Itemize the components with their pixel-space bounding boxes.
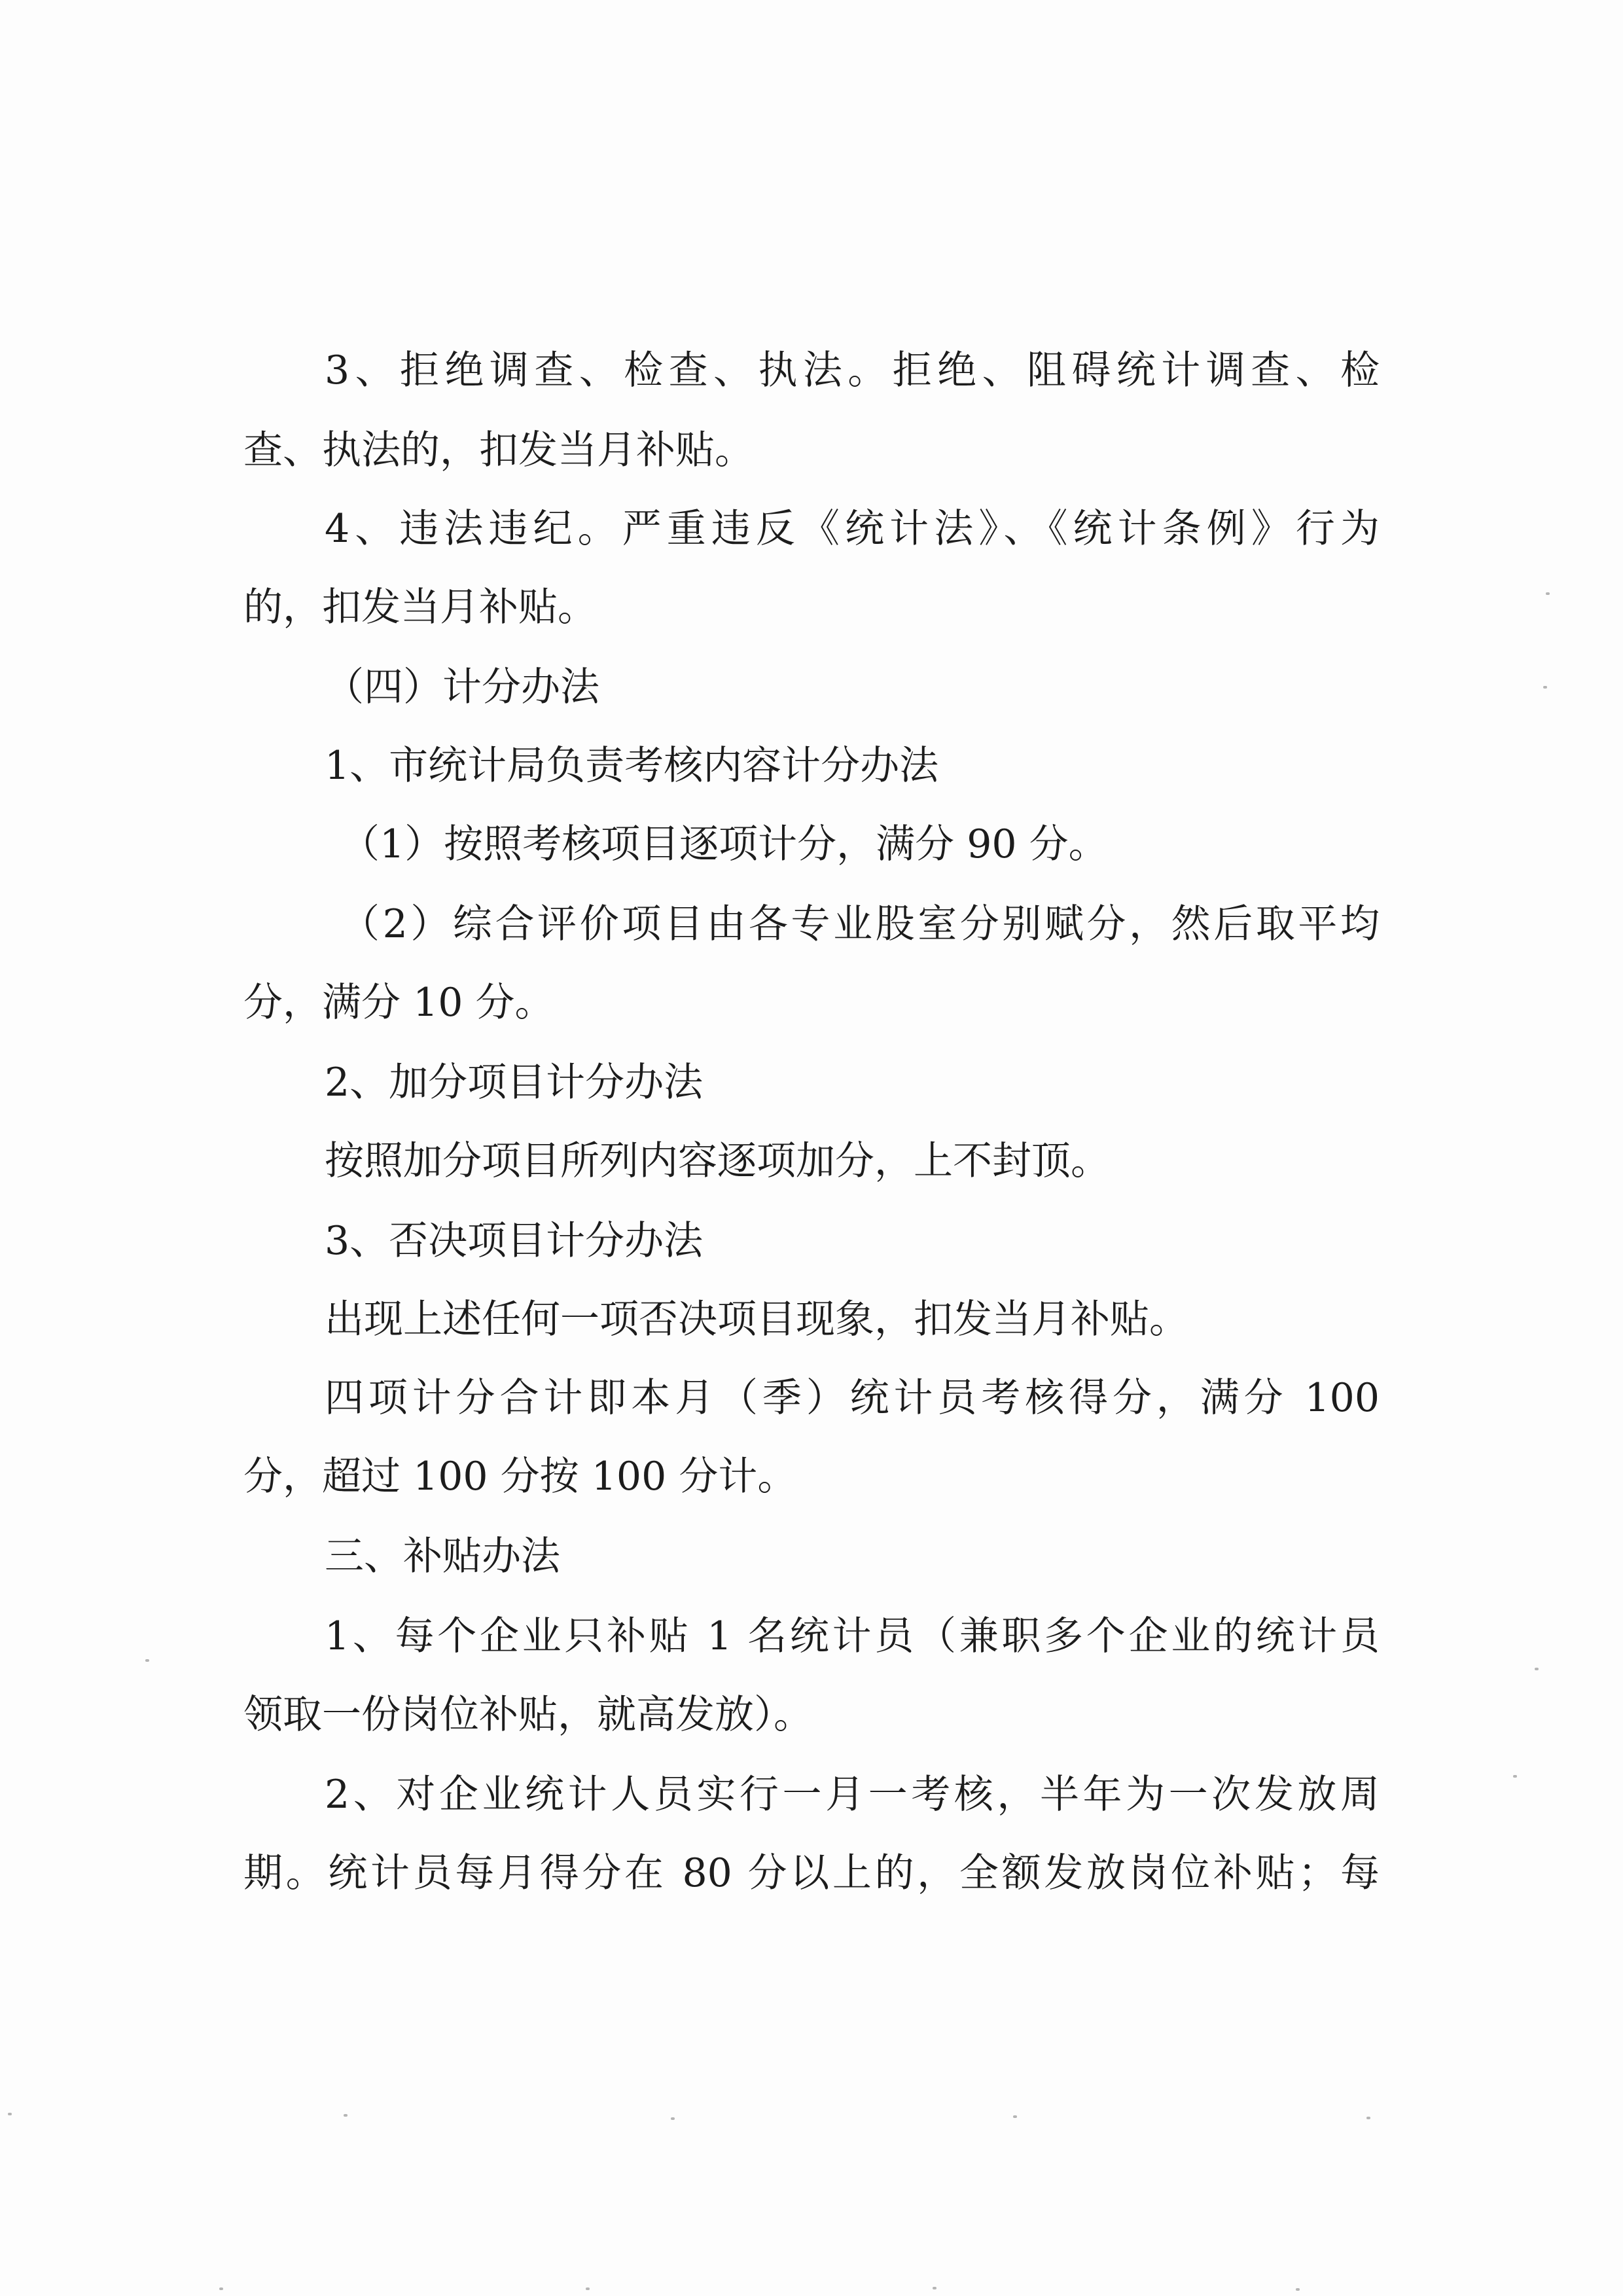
scan-speck [586, 2287, 590, 2290]
text-line: 的，扣发当月补贴。 [243, 584, 597, 630]
text-line: 查、执法的，扣发当月补贴。 [243, 427, 754, 473]
text-line: 1、每个企业只补贴 1 名统计员（兼职多个企业的统计员 [325, 1613, 1380, 1659]
text-line: 期。统计员每月得分在 80 分以上的，全额发放岗位补贴；每 [243, 1850, 1380, 1896]
scan-speck [1535, 1668, 1539, 1670]
scan-speck [145, 1659, 149, 1662]
text-line: 4、违法违纪。严重违反《统计法》、《统计条例》行为 [325, 506, 1380, 552]
scan-speck [933, 2287, 936, 2289]
scan-speck [1513, 1775, 1517, 1778]
text-line: 分，超过 100 分按 100 分计。 [243, 1454, 797, 1499]
scan-speck [1366, 2117, 1370, 2119]
text-line: 按照加分项目所列内容逐项加分，上不封顶。 [325, 1138, 1110, 1184]
scan-speck [1546, 592, 1550, 595]
scan-speck [344, 2114, 348, 2117]
text-line: （1）按照考核项目逐项计分，满分 90 分。 [340, 821, 1108, 867]
section-heading: （四）计分办法 [325, 664, 599, 710]
scan-speck [1296, 2288, 1300, 2291]
text-line: 四项计分合计即本月（季）统计员考核得分，满分 100 [325, 1375, 1380, 1421]
scan-speck [1543, 686, 1547, 689]
scan-speck [1013, 2115, 1017, 2118]
text-line: 2、加分项目计分办法 [325, 1060, 704, 1105]
text-line: 出现上述任何一项否决项目现象，扣发当月补贴。 [325, 1297, 1188, 1342]
text-line: 2、对企业统计人员实行一月一考核，半年为一次发放周 [325, 1772, 1380, 1818]
text-line: 领取一份岗位补贴，就高发放）。 [243, 1692, 813, 1738]
text-line: 3、拒绝调查、检查、执法。拒绝、阻碍统计调查、检 [325, 348, 1380, 393]
section-heading: 三、补贴办法 [325, 1534, 560, 1579]
scan-speck [219, 2287, 223, 2290]
scan-speck [671, 2117, 675, 2120]
text-line: 分，满分 10 分。 [243, 980, 554, 1026]
text-line: （2）综合评价项目由各专业股室分别赋分，然后取平均 [340, 901, 1380, 947]
text-line: 3、否决项目计分办法 [325, 1218, 704, 1264]
scan-speck [8, 2113, 12, 2115]
text-line: 1、市统计局负责考核内容计分办法 [325, 743, 939, 789]
